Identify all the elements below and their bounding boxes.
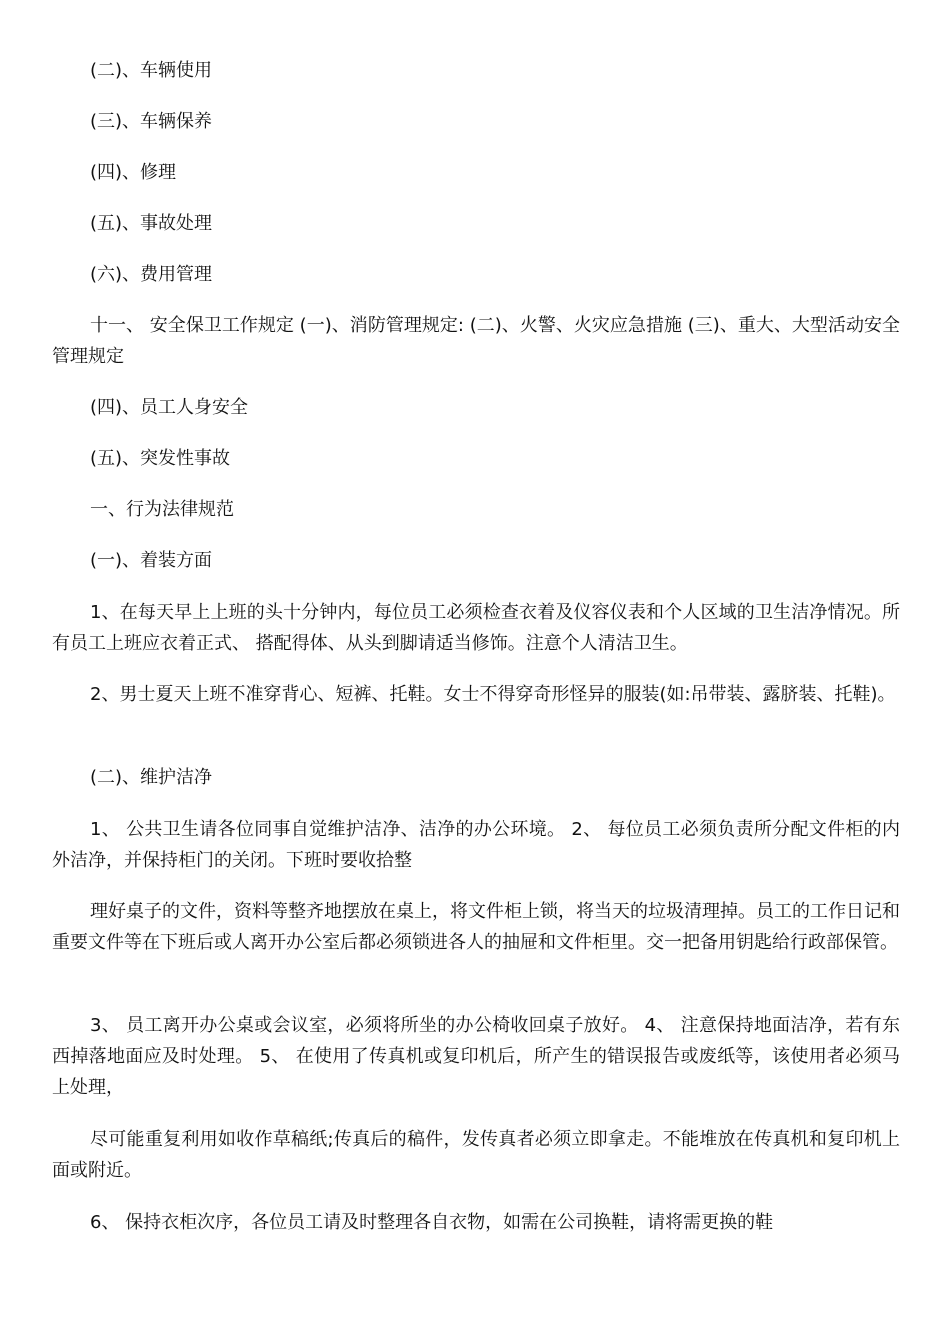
paragraph-cleanliness: (二)、维护洁净 — [90, 767, 213, 788]
paragraph-emergencies: (五)、突发性事故 — [90, 448, 231, 469]
paragraph-cleanliness-rules-4: 尽可能重复利用如收作草稿纸;传真后的稿件，发传真者必须立即拿走。不能堆放在传真机和复印机上面或附近。 — [52, 1129, 900, 1181]
paragraph-conduct-norms: 一、行为法律规范 — [90, 499, 234, 520]
paragraph-cleanliness-rules-3: 3、 员工离开办公桌或会议室，必须将所坐的办公椅收回桌子放好。 4、 注意保持地面洁净，若有东西掉落地面应及时处理。 5、 在使用了传真机或复印机后，所产生的错误报告或废纸等，该使用者必须马上处理， — [52, 1015, 900, 1098]
paragraph-dress-rule-1: 1、在每天早上上班的头十分钟内，每位员工必须检查衣着及仪容仪表和个人区域的卫生洁净情况。所有员工上班应衣着正式、 搭配得体、从头到脚请适当修饰。注意个人清洁卫生。 — [52, 602, 900, 654]
paragraph-security-rules: 十一、 安全保卫工作规定 (一)、消防管理规定: (二)、火警、火灾应急措施 (三)、重大、大型活动安全管理规定 — [52, 315, 900, 367]
paragraph-dress-code: (一)、着装方面 — [90, 550, 213, 571]
paragraph-cleanliness-rules-2: 理好桌子的文件，资料等整齐地摆放在桌上，将文件柜上锁，将当天的垃圾清理掉。员工的工作日记和重要文件等在下班后或人离开办公室后都必须锁进各人的抽屉和文件柜里。交一把备用钥匙给行政部保管。 — [52, 901, 900, 953]
paragraph-expense-management: (六)、费用管理 — [90, 264, 213, 285]
paragraph-personal-safety: (四)、员工人身安全 — [90, 397, 249, 418]
paragraph-locker-order: 6、 保持衣柜次序，各位员工请及时整理各自衣物，如需在公司换鞋，请将需更换的鞋 — [90, 1212, 774, 1233]
paragraph-vehicle-maintenance: (三)、车辆保养 — [90, 111, 213, 132]
paragraph-dress-rule-2: 2、男士夏天上班不准穿背心、短裤、托鞋。女士不得穿奇形怪异的服装(如:吊带装、露脐装、托鞋)。 — [90, 684, 896, 705]
paragraph-repair: (四)、修理 — [90, 162, 177, 183]
paragraph-accident-handling: (五)、事故处理 — [90, 213, 213, 234]
paragraph-vehicle-use: (二)、车辆使用 — [90, 60, 213, 81]
paragraph-cleanliness-rules-1: 1、 公共卫生请各位同事自觉维护洁净、洁净的办公环境。 2、 每位员工必须负责所分配文件柜的内外洁净，并保持柜门的关闭。下班时要收拾整 — [52, 819, 900, 871]
